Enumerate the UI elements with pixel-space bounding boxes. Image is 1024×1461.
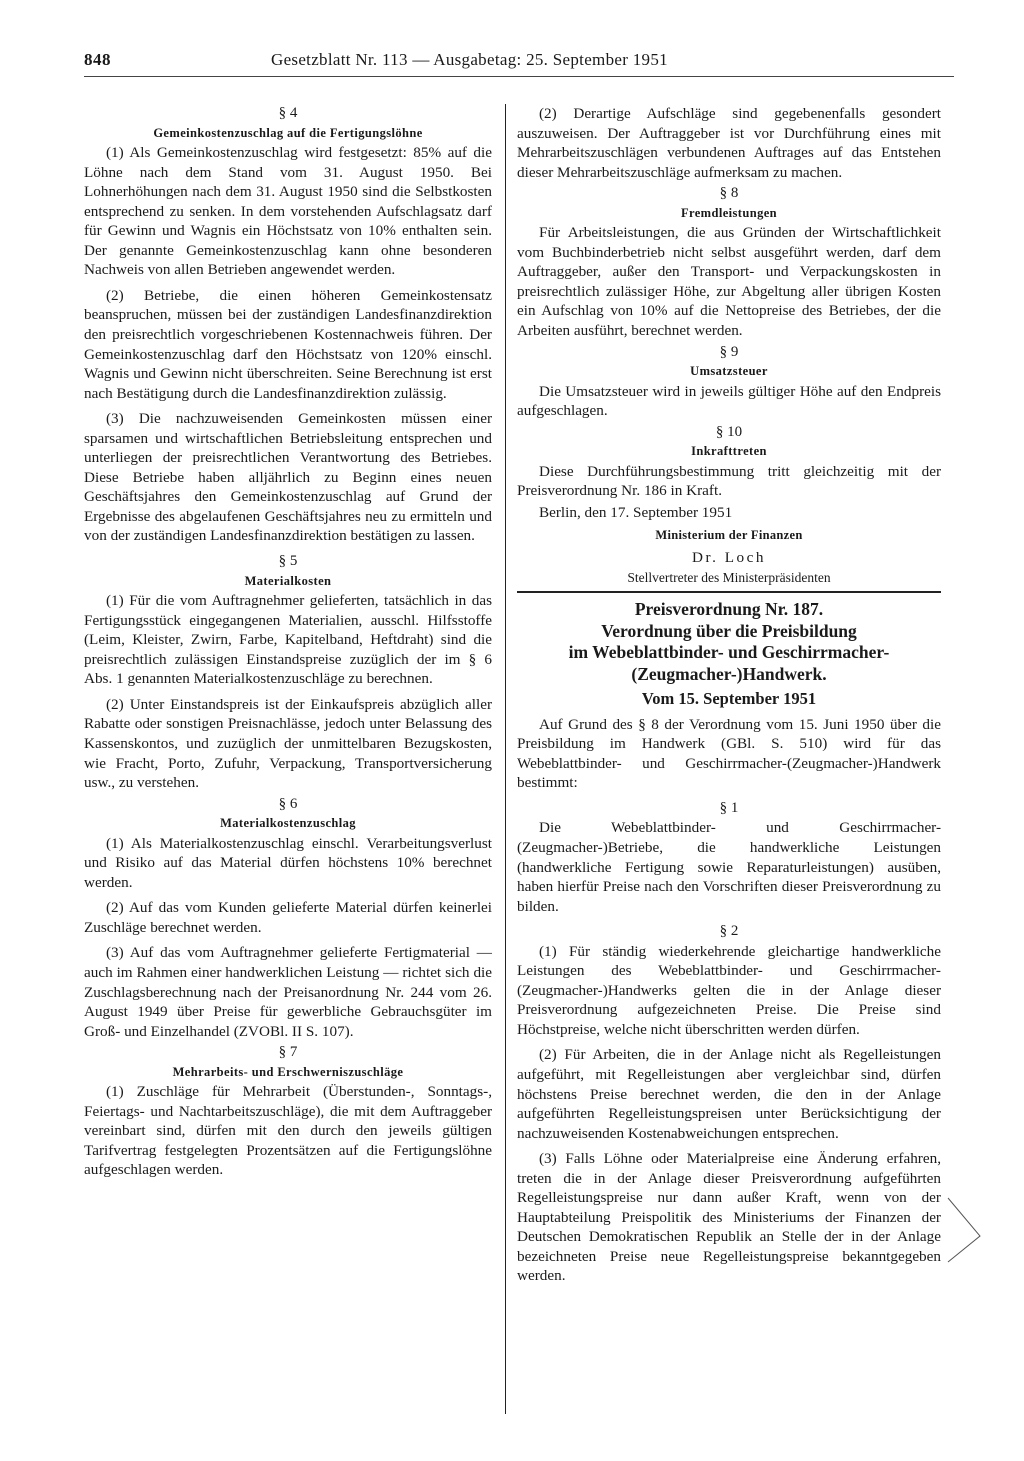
paragraph: (1) Für ständig wiederkehrende gleichartige handwerkliche Leistungen des Webeblattbinder- und Geschirrmacher-(Zeugmacher-)Handwerks gelten die in der Anlage dieser Preisverordnung aufgezeichneten Preise. Die Preise sind Höchstpreise, welche nicht überschritten werden dürfen.	[517, 942, 941, 1038]
section-title: Materialkosten	[244, 573, 332, 588]
signatory-name: Dr. Loch	[692, 549, 766, 567]
signatory-role: Stellvertreter des Ministerpräsidenten	[627, 569, 831, 585]
paragraph: (1) Zuschläge für Mehrarbeit (Überstunden-, Sonntags-, Feiertags- und Nachtarbeitszuschläge), die mit dem Auftraggeber vereinbart sind, dürfen mit den durch den jeweils gültigen Tarifvertrag festgelegten Prozentsätzen auf die Fertigungslöhne aufgeschlagen werden.	[84, 1083, 492, 1179]
paragraph: (3) Die nachzuweisenden Gemeinkosten müssen einer sparsamen und wirtschaftlichen Betriebsleitung entsprechen und unterliegen der preisrechtlichen Verantwortung des Betriebes. Diese Betriebe haben alljährlich zu Beginn eines neuen Geschäftsjahres den Gemeinkostenzuschlag auf Grund der Ergebnisse des abgelaufenen Geschäftsjahres neu zu ermitteln und von der zuständigen Landesfinanzdirektion bestätigen zu lassen.	[84, 410, 492, 545]
section-number: § 6	[278, 795, 298, 812]
page-number: 848	[84, 50, 111, 69]
section-title: Materialkostenzuschlag	[220, 816, 356, 831]
section-title: Mehrarbeits- und Erschwerniszuschläge	[172, 1064, 404, 1079]
paragraph: (3) Auf das vom Auftragnehmer gelieferte Fertigmaterial — auch im Rahmen einer handwerklichen Leistung — richtet sich die Zuschlagsberechnung nach der Preisanordnung Nr. 244 vom 26. August 1949 über Preise für gewerbliche Gebrauchsgüter im Groß- und Einzelhandel (ZVOBl. II S. 107).	[84, 944, 492, 1040]
section-number: § 9	[719, 343, 739, 360]
preamble: Auf Grund des § 8 der Verordnung vom 15. Juni 1950 über die Preisbildung im Handwerk (GBl. S. 510) wird für das Webeblattbinder- und Geschirrmacher-(Zeugmacher-)Handwerk bestimmt:	[517, 715, 941, 792]
paragraph: Für Arbeitsleistungen, die aus Gründen der Wirtschaftlichkeit vom Buchbinderbetrieb nicht selbst ausgeführt werden, darf dem Auftraggeber, außer den Transport- und Verpackungskosten in preisrechtlich zulässiger Höhe, zur Abgeltung aller übrigen Kosten ein Aufschlag von 10% auf die Nettopreise des Betriebes, der die Arbeiten ausführt, berechnet werden.	[517, 224, 941, 340]
paragraph: (2) Für Arbeiten, die in der Anlage nicht als Regelleistungen aufgeführt, mit Regelleistungen aber vergleichbar sind, dürfen höchstens Preise berechnet werden, die den in der Anlage aufgeführten Regelleistungspreisen unter Berücksichtigung der nachzuweisenden Kostenabweichungen entsprechen.	[517, 1046, 941, 1142]
section-number: § 1	[719, 799, 739, 816]
section-title: Gemeinkostenzuschlag auf die Fertigungslöhne	[153, 125, 423, 140]
paragraph: Die Webeblattbinder- und Geschirrmacher-(Zeugmacher-)Betriebe, die handwerkliche Leistungen (handwerkliche Fertigung sowie Reparaturleistungen) ausüben, haben hierfür Preise nach den Vorschriften dieser Preisverordnung zu bilden.	[517, 819, 941, 915]
header-title: Gesetzblatt Nr. 113 — Ausgabetag: 25. September 1951	[271, 50, 668, 69]
section-rule	[517, 591, 941, 593]
page-header	[84, 50, 954, 80]
paragraph: Die Umsatzsteuer wird in jeweils gültiger Höhe auf den Endpreis aufgeschlagen.	[517, 382, 941, 420]
column-divider	[505, 104, 506, 1414]
paragraph: (2) Auf das vom Kunden gelieferte Material dürfen keinerlei Zuschläge berechnet werden.	[84, 899, 492, 936]
section-number: § 10	[715, 423, 743, 440]
paragraph: (1) Für die vom Auftragnehmer gelieferten, tatsächlich in das Fertigungsstück eingegangenen Materialien, ausschl. Hilfsstoffe (Leim, Kleister, Zwirn, Farbe, Kapitelband, Heftdraht) sind die preisrechtlich zulässigen Einstandspreise zuzüglich der im § 6 Abs. 1 genannten Materialkostenzuschläge zu berechnen.	[84, 592, 492, 688]
paragraph: (1) Als Materialkostenzuschlag einschl. Verarbeitungsverlust und Risiko auf das Material dürfen höchstens 10% berechnet werden.	[84, 834, 492, 891]
section-title: Umsatzsteuer	[690, 364, 768, 379]
paragraph: Diese Durchführungsbestimmung tritt gleichzeitig mit der Preisverordnung Nr. 186 in Kraft.	[517, 462, 941, 500]
section-title: Inkrafttreten	[691, 444, 767, 459]
decree-title: (Zeugmacher-)Handwerk.	[631, 663, 827, 684]
section-number: § 7	[278, 1044, 298, 1061]
section-title: Fremdleistungen	[680, 205, 778, 220]
paragraph: (1) Als Gemeinkostenzuschlag wird festgesetzt: 85% auf die Löhne nach dem Stand vom 31. August 1950. Bei Lohnerhöhungen nach dem 31. August 1950 sind die Selbstkosten entsprechend zu senken. In dem vorstehenden Aufschlagsatz darf für Gewinn und Wagnis ein Höchstsatz von 10% enthalten sein. Der genannte Gemeinkostenzuschlag kann ohne besonderen Nachweis von allen Betrieben angewendet werden.	[84, 144, 492, 279]
decree-title: im Webeblattbinder- und Geschirrmacher-	[568, 642, 890, 663]
decree-title: Preisverordnung Nr. 187.	[634, 599, 824, 620]
paragraph: (2) Derartige Aufschläge sind gegebenenfalls gesondert auszuweisen. Der Auftraggeber ist vor Durchführung eines mit Mehrarbeitszuschlägen verbundenen Auftrages auf das Entstehen dieser Mehrarbeitszuschläge aufmerksam zu machen.	[517, 105, 941, 181]
paragraph: (2) Betriebe, die einen höheren Gemeinkostensatz beanspruchen, müssen bei der zuständigen Landesfinanzdirektion den preisrechtlich vorgeschriebenen Kostennachweis führen. Der Gemeinkostenzuschlag darf den Höchstsatz von 120% einschl. Wagnis und Gewinn nicht überschreiten. Seine Berechnung ist erst nach Bestätigung durch die Landesfinanzdirektion zulässig.	[84, 286, 492, 402]
decree-title: Verordnung über die Preisbildung	[601, 620, 857, 641]
margin-stroke-mark	[946, 1196, 1006, 1266]
section-number: § 8	[719, 185, 739, 202]
section-number: § 5	[278, 553, 298, 570]
right-column	[517, 104, 941, 1292]
decree-date: Vom 15. September 1951	[641, 689, 817, 709]
paragraph: (2) Unter Einstandspreis ist der Einkaufspreis abzüglich aller Rabatte oder sonstigen Preisnachlässe, jedoch unter Belassung des Kassenskontos, und zuzüglich der unmittelbaren Bezugskosten, wie Fracht, Porto, Zufuhr, Verpackung, Transportversicherung usw., zu verstehen.	[84, 695, 492, 792]
paragraph: (3) Falls Löhne oder Materialpreise eine Änderung erfahren, treten die in der Anlage dieser Preisverordnung aufgeführten Regelleistungspreise nur dann außer Kraft, wenn von der Hauptabteilung Preispolitik des Ministeriums der Finanzen der Deutschen Demokratischen Republik an Stelle der in der Anlage bezeichneten Preise neue Regelleistungspreise bekanntgegeben werden.	[517, 1150, 941, 1285]
header-rule	[84, 76, 954, 77]
section-number: § 2	[719, 923, 739, 940]
issuing-authority: Ministerium der Finanzen	[655, 528, 803, 543]
left-column	[84, 104, 492, 1186]
place-date: Berlin, den 17. September 1951	[539, 503, 733, 521]
section-number: § 4	[278, 105, 298, 121]
